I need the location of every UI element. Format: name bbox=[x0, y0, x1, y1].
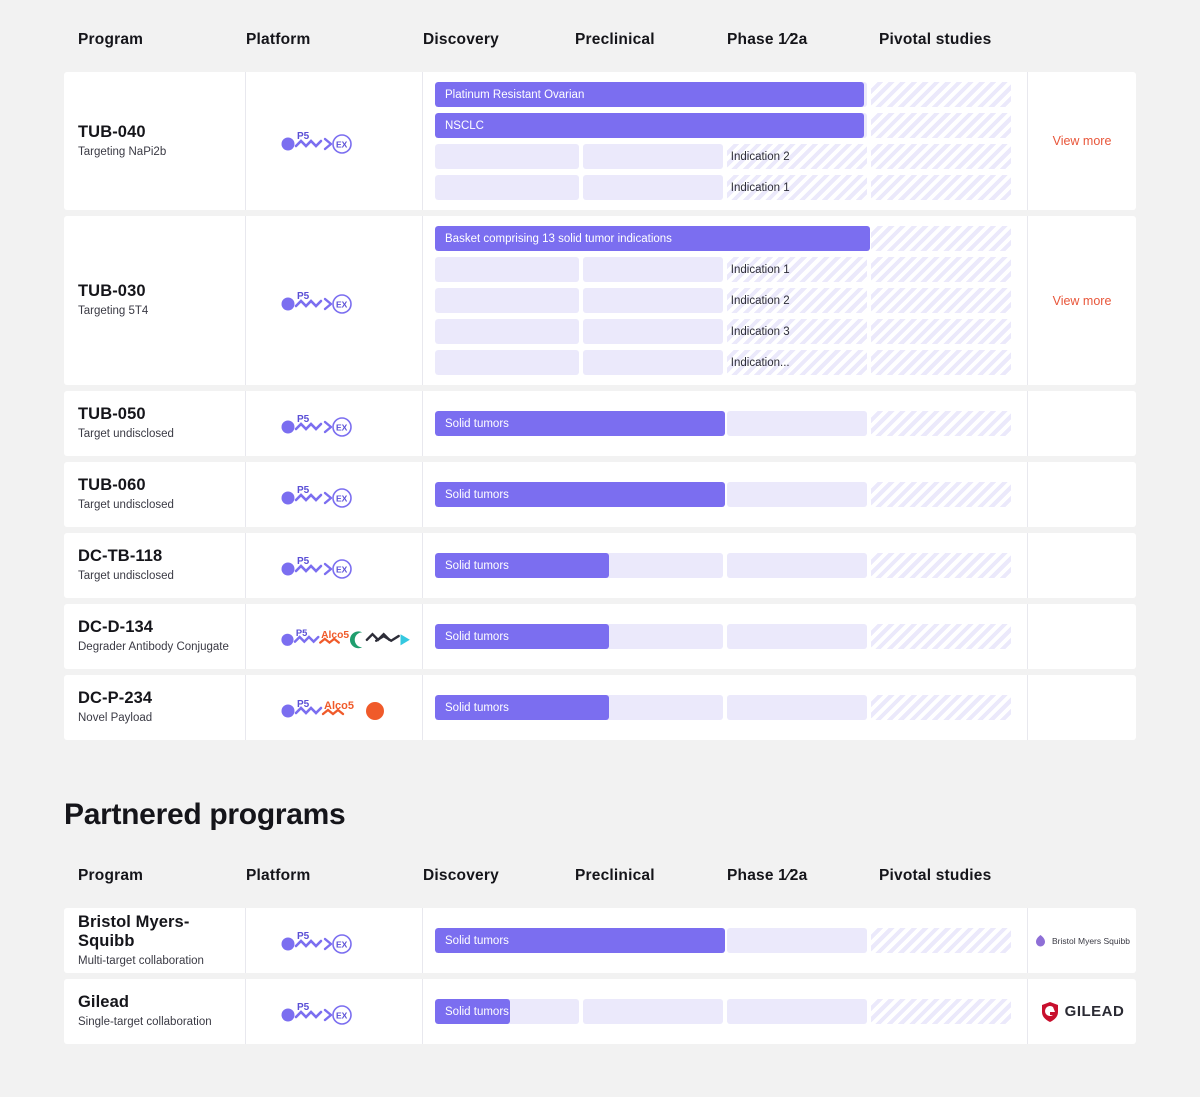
table-row bbox=[64, 908, 1136, 973]
phase-segment bbox=[583, 144, 723, 169]
p5-ex-platform-icon bbox=[246, 908, 423, 973]
phase-segment bbox=[871, 928, 1011, 953]
svg-text:EX: EX bbox=[336, 564, 348, 574]
phase-track bbox=[435, 695, 1015, 720]
program-name: TUB-030 bbox=[78, 282, 146, 301]
phase-label: Indication 1 bbox=[730, 181, 790, 194]
action-cell bbox=[1027, 675, 1136, 740]
partner-logo-text: Bristol Myers Squibb bbox=[1052, 935, 1130, 946]
phase-segment bbox=[871, 144, 1011, 169]
table-row bbox=[64, 979, 1136, 1044]
phase-segment bbox=[435, 257, 579, 282]
phase-segment bbox=[871, 257, 1011, 282]
svg-text:EX: EX bbox=[336, 493, 348, 503]
phase-track bbox=[435, 624, 1015, 649]
phase-segment bbox=[871, 319, 1011, 344]
phase-bars-cell bbox=[423, 908, 1027, 973]
phase-label: Indication 2 bbox=[730, 150, 790, 163]
svg-text:EX: EX bbox=[336, 939, 348, 949]
phase-segment bbox=[727, 553, 867, 578]
phase-bars-cell bbox=[423, 72, 1027, 210]
program-cell bbox=[64, 604, 246, 669]
phase-segment bbox=[871, 999, 1011, 1024]
phase-segment bbox=[583, 999, 723, 1024]
program-cell bbox=[64, 979, 246, 1044]
phase-track bbox=[435, 175, 1015, 200]
column-headers bbox=[64, 8, 1136, 72]
phase-segment bbox=[871, 411, 1011, 436]
phase-segment bbox=[871, 624, 1011, 649]
svg-text:P5: P5 bbox=[297, 698, 310, 710]
svg-text:Alco5: Alco5 bbox=[321, 629, 350, 641]
phase-fill: NSCLC bbox=[435, 113, 864, 138]
partner-logo-text: GILEAD bbox=[1064, 1003, 1125, 1020]
svg-text:EX: EX bbox=[336, 422, 348, 432]
phase-segment bbox=[583, 257, 723, 282]
column-header-platform-partnered: Platform bbox=[246, 867, 311, 884]
table-row bbox=[64, 533, 1136, 598]
action-cell bbox=[1027, 216, 1136, 385]
column-header-phase1-partnered: Phase 1⁄2a bbox=[727, 867, 808, 884]
table-row bbox=[64, 462, 1136, 527]
program-name: Gilead bbox=[78, 993, 130, 1012]
column-header-discovery: Discovery bbox=[423, 31, 499, 48]
phase-segment bbox=[727, 624, 867, 649]
phase-label: Indication 3 bbox=[730, 325, 790, 338]
column-header-pivotal-partnered: Pivotal studies bbox=[879, 867, 992, 884]
phase-track bbox=[435, 319, 1015, 344]
column-header-program: Program bbox=[78, 31, 144, 48]
view-more-link[interactable]: View more bbox=[1052, 293, 1112, 308]
phase-track bbox=[435, 999, 1015, 1024]
action-cell bbox=[1027, 979, 1136, 1044]
program-cell bbox=[64, 533, 246, 598]
program-name: TUB-050 bbox=[78, 405, 146, 424]
program-name: Bristol Myers-Squibb bbox=[78, 912, 190, 950]
table-row bbox=[64, 391, 1136, 456]
partnered-rows bbox=[64, 908, 1136, 1044]
phase-segment bbox=[583, 350, 723, 375]
phase-segment bbox=[871, 226, 1011, 251]
program-subtitle: Targeting 5T4 bbox=[78, 305, 149, 318]
phase-fill: Solid tumors bbox=[435, 624, 609, 649]
phase-fill: Solid tumors bbox=[435, 411, 725, 436]
phase-track bbox=[435, 350, 1015, 375]
phase-label: Indication 2 bbox=[730, 294, 790, 307]
p5-ex-platform-icon bbox=[246, 72, 423, 210]
phase-track bbox=[435, 257, 1015, 282]
p5-ex-platform-icon bbox=[246, 462, 423, 527]
column-header-discovery-partnered: Discovery bbox=[423, 867, 499, 884]
column-header-program-partnered: Program bbox=[78, 867, 144, 884]
program-cell bbox=[64, 391, 246, 456]
svg-text:P5: P5 bbox=[297, 555, 310, 567]
phase-segment bbox=[727, 695, 867, 720]
svg-text:P5: P5 bbox=[297, 413, 310, 425]
phase-bars-cell bbox=[423, 533, 1027, 598]
phase-track bbox=[435, 482, 1015, 507]
program-cell bbox=[64, 675, 246, 740]
phase-track bbox=[435, 82, 1015, 107]
svg-text:P5: P5 bbox=[295, 627, 308, 638]
program-name: DC-D-134 bbox=[78, 618, 154, 637]
phase-label: Indication 1 bbox=[730, 263, 790, 276]
phase-bars-cell bbox=[423, 391, 1027, 456]
svg-text:EX: EX bbox=[336, 299, 348, 309]
partner-logo-bms bbox=[1034, 934, 1130, 948]
program-subtitle: Target undisclosed bbox=[78, 570, 174, 583]
phase-fill: Basket comprising 13 solid tumor indications bbox=[435, 226, 870, 251]
program-subtitle: Targeting NaPi2b bbox=[78, 145, 167, 158]
program-subtitle: Multi-target collaboration bbox=[78, 954, 204, 967]
program-cell bbox=[64, 216, 246, 385]
phase-fill: Solid tumors bbox=[435, 928, 725, 953]
column-header-preclinical: Preclinical bbox=[575, 31, 655, 48]
phase-fill: Solid tumors bbox=[435, 553, 609, 578]
phase-segment bbox=[727, 928, 867, 953]
phase-bars-cell bbox=[423, 979, 1027, 1044]
phase-segment bbox=[583, 175, 723, 200]
phase-segment bbox=[871, 113, 1011, 138]
program-cell bbox=[64, 908, 246, 973]
phase-segment bbox=[435, 350, 579, 375]
phase-bars-cell bbox=[423, 604, 1027, 669]
phase-segment bbox=[435, 319, 579, 344]
phase-segment bbox=[871, 553, 1011, 578]
column-header-preclinical-partnered: Preclinical bbox=[575, 867, 655, 884]
phase-segment bbox=[727, 482, 867, 507]
phase-segment bbox=[871, 482, 1011, 507]
column-header-phase1: Phase 1⁄2a bbox=[727, 31, 808, 48]
phase-bars-cell bbox=[423, 675, 1027, 740]
program-name: TUB-060 bbox=[78, 476, 146, 495]
partnered-pipeline-table bbox=[64, 844, 1136, 1044]
action-cell bbox=[1027, 391, 1136, 456]
phase-fill: Solid tumors bbox=[435, 695, 609, 720]
program-subtitle: Novel Payload bbox=[78, 712, 153, 725]
table-row bbox=[64, 604, 1136, 669]
program-subtitle: Degrader Antibody Conjugate bbox=[78, 641, 229, 654]
program-name: TUB-040 bbox=[78, 122, 146, 141]
phase-label: Indication... bbox=[730, 356, 790, 369]
table-row bbox=[64, 216, 1136, 385]
phase-segment bbox=[435, 175, 579, 200]
program-subtitle: Target undisclosed bbox=[78, 499, 174, 512]
p5-ex-platform-icon bbox=[246, 533, 423, 598]
p5-ex-platform-icon bbox=[246, 979, 423, 1044]
phase-segment bbox=[435, 144, 579, 169]
program-name: DC-P-234 bbox=[78, 689, 153, 708]
phase-bars-cell bbox=[423, 216, 1027, 385]
table-row bbox=[64, 72, 1136, 210]
column-header-platform: Platform bbox=[246, 31, 311, 48]
svg-text:EX: EX bbox=[336, 1010, 348, 1020]
view-more-link[interactable]: View more bbox=[1052, 134, 1112, 148]
action-cell bbox=[1027, 604, 1136, 669]
phase-segment bbox=[871, 82, 1011, 107]
phase-segment bbox=[583, 319, 723, 344]
phase-track bbox=[435, 288, 1015, 313]
program-name: DC-TB-118 bbox=[78, 547, 163, 566]
phase-track bbox=[435, 553, 1015, 578]
phase-segment bbox=[435, 288, 579, 313]
p5-alco5-dac-platform-icon bbox=[246, 604, 423, 669]
program-subtitle: Single-target collaboration bbox=[78, 1016, 212, 1029]
svg-text:EX: EX bbox=[336, 139, 348, 150]
svg-text:P5: P5 bbox=[297, 484, 310, 496]
svg-text:P5: P5 bbox=[297, 930, 310, 942]
svg-text:P5: P5 bbox=[297, 1001, 310, 1013]
action-cell bbox=[1027, 72, 1136, 210]
phase-segment bbox=[871, 288, 1011, 313]
partnered-section-title: Partnered programs bbox=[64, 798, 346, 831]
program-cell bbox=[64, 462, 246, 527]
phase-segment bbox=[871, 695, 1011, 720]
action-cell bbox=[1027, 533, 1136, 598]
phase-bars-cell bbox=[423, 462, 1027, 527]
phase-track bbox=[435, 411, 1015, 436]
phase-track bbox=[435, 113, 1015, 138]
svg-text:P5: P5 bbox=[297, 290, 310, 302]
phase-segment bbox=[871, 175, 1011, 200]
table-row bbox=[64, 675, 1136, 740]
phase-segment bbox=[727, 999, 867, 1024]
phase-segment bbox=[871, 350, 1011, 375]
partner-logo-gilead bbox=[1040, 1001, 1125, 1023]
phase-track bbox=[435, 928, 1015, 953]
partnered-column-headers bbox=[64, 844, 1136, 908]
phase-fill: Solid tumors bbox=[435, 999, 510, 1024]
p5-alco5-payload-platform-icon bbox=[246, 675, 423, 740]
phase-segment bbox=[727, 411, 867, 436]
action-cell bbox=[1027, 462, 1136, 527]
svg-text:Alco5: Alco5 bbox=[324, 699, 354, 712]
proprietary-rows bbox=[64, 72, 1136, 740]
column-header-pivotal: Pivotal studies bbox=[879, 31, 992, 48]
svg-text:P5: P5 bbox=[297, 131, 310, 142]
action-cell bbox=[1027, 908, 1136, 973]
phase-track bbox=[435, 144, 1015, 169]
phase-fill: Solid tumors bbox=[435, 482, 725, 507]
p5-ex-platform-icon bbox=[246, 391, 423, 456]
phase-track bbox=[435, 226, 1015, 251]
program-cell bbox=[64, 72, 246, 210]
phase-segment bbox=[583, 288, 723, 313]
proprietary-pipeline-table bbox=[64, 8, 1136, 740]
p5-ex-platform-icon bbox=[246, 216, 423, 385]
program-subtitle: Target undisclosed bbox=[78, 428, 174, 441]
phase-fill: Platinum Resistant Ovarian bbox=[435, 82, 864, 107]
